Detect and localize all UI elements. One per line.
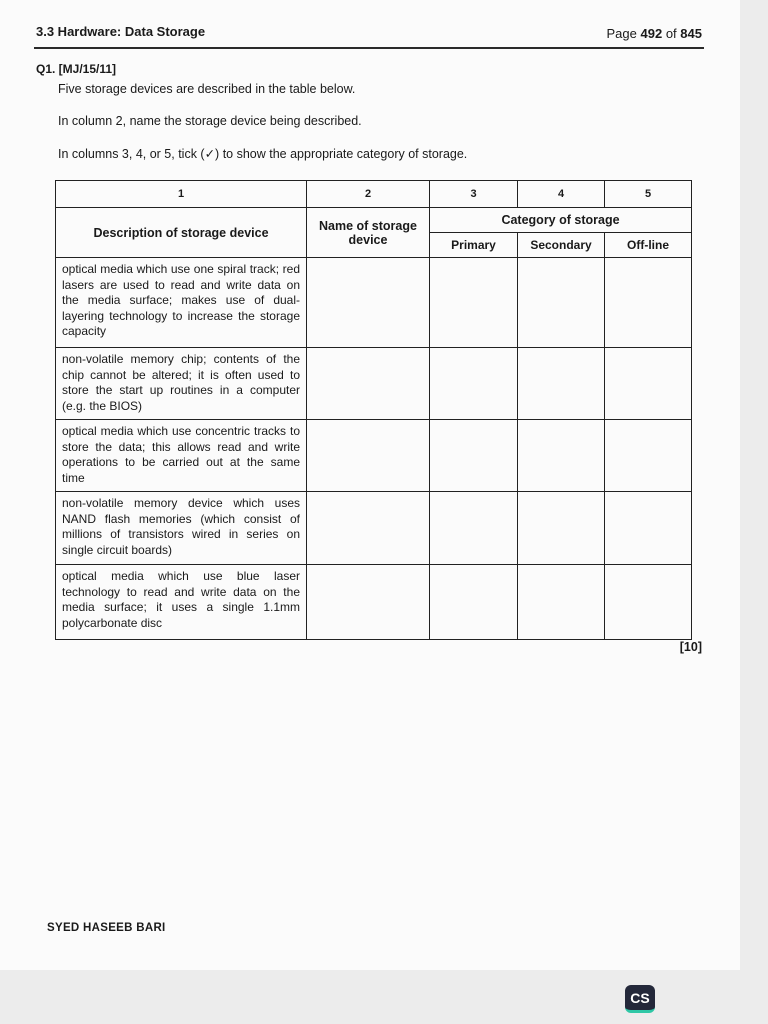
column-number: 5 — [605, 181, 692, 208]
page-indicator — [607, 26, 703, 41]
category-header: Category of storage — [430, 208, 692, 233]
page-number: 492 — [640, 26, 663, 41]
answer-name-cell[interactable] — [307, 420, 430, 492]
column-number: 2 — [307, 181, 430, 208]
device-description: non-volatile memory device which uses NAND flash memories (which consist of millions of transistors wired in series on single circuit boards) — [56, 492, 307, 565]
category-secondary: Secondary — [518, 233, 605, 258]
answer-name-cell[interactable] — [307, 565, 430, 640]
table-row — [56, 348, 692, 420]
device-description: non-volatile memory chip; contents of the chip cannot be altered; it is often used to store the start up routines in a computer (e.g. the BIOS) — [56, 348, 307, 420]
author-name: SYED HASEEB BARI — [47, 922, 166, 934]
category-offline: Off-line — [605, 233, 692, 258]
answer-tick-secondary[interactable] — [518, 565, 605, 640]
answer-tick-secondary[interactable] — [518, 348, 605, 420]
answer-tick-secondary[interactable] — [518, 420, 605, 492]
page-total: 845 — [680, 26, 702, 41]
device-description: optical media which use one spiral track; red lasers are used to read and write data on the media surface; makes use of dual-layering technology to increase the storage capacity — [56, 258, 307, 348]
header-divider — [34, 47, 704, 49]
instruction-line: In column 2, name the storage device being described. — [58, 114, 362, 128]
column-number-row — [56, 181, 692, 208]
answer-name-cell[interactable] — [307, 258, 430, 348]
category-primary: Primary — [430, 233, 518, 258]
answer-tick-secondary[interactable] — [518, 258, 605, 348]
answer-tick-offline[interactable] — [605, 492, 692, 565]
instruction-line: Five storage devices are described in the table below. — [58, 82, 356, 96]
device-description: optical media which use blue laser technology to read and write data on the media surface; it uses a single 1.1mm polycarbonate disc — [56, 565, 307, 640]
answer-tick-offline[interactable] — [605, 258, 692, 348]
page-word: Page — [606, 26, 637, 41]
question-number: Q1. [MJ/15/11] — [36, 62, 117, 76]
of-word: of — [665, 26, 677, 41]
column-number: 4 — [518, 181, 605, 208]
answer-tick-offline[interactable] — [605, 420, 692, 492]
storage-devices-table — [55, 180, 692, 640]
section-title: 3.3 Hardware: Data Storage — [36, 24, 206, 39]
marks-total: [10] — [679, 640, 702, 654]
answer-name-cell[interactable] — [307, 492, 430, 565]
column-number: 3 — [430, 181, 518, 208]
answer-tick-secondary[interactable] — [518, 492, 605, 565]
device-description: optical media which use concentric tracks to store the data; this allows read and write operations to be carried out at the same time — [56, 420, 307, 492]
answer-tick-primary[interactable] — [430, 565, 518, 640]
camscanner-badge: CS — [625, 985, 655, 1013]
header-row — [56, 208, 692, 233]
answer-tick-primary[interactable] — [430, 258, 518, 348]
answer-tick-primary[interactable] — [430, 492, 518, 565]
table-row — [56, 492, 692, 565]
table-row — [56, 565, 692, 640]
device-name-header: Name of storage device — [307, 208, 430, 258]
table-row — [56, 258, 692, 348]
description-header: Description of storage device — [56, 208, 307, 258]
answer-name-cell[interactable] — [307, 348, 430, 420]
answer-tick-offline[interactable] — [605, 348, 692, 420]
answer-tick-primary[interactable] — [430, 420, 518, 492]
answer-tick-primary[interactable] — [430, 348, 518, 420]
instruction-line: In columns 3, 4, or 5, tick (✓) to show the appropriate category of storage. — [58, 147, 468, 161]
table-row — [56, 420, 692, 492]
column-number: 1 — [56, 181, 307, 208]
answer-tick-offline[interactable] — [605, 565, 692, 640]
